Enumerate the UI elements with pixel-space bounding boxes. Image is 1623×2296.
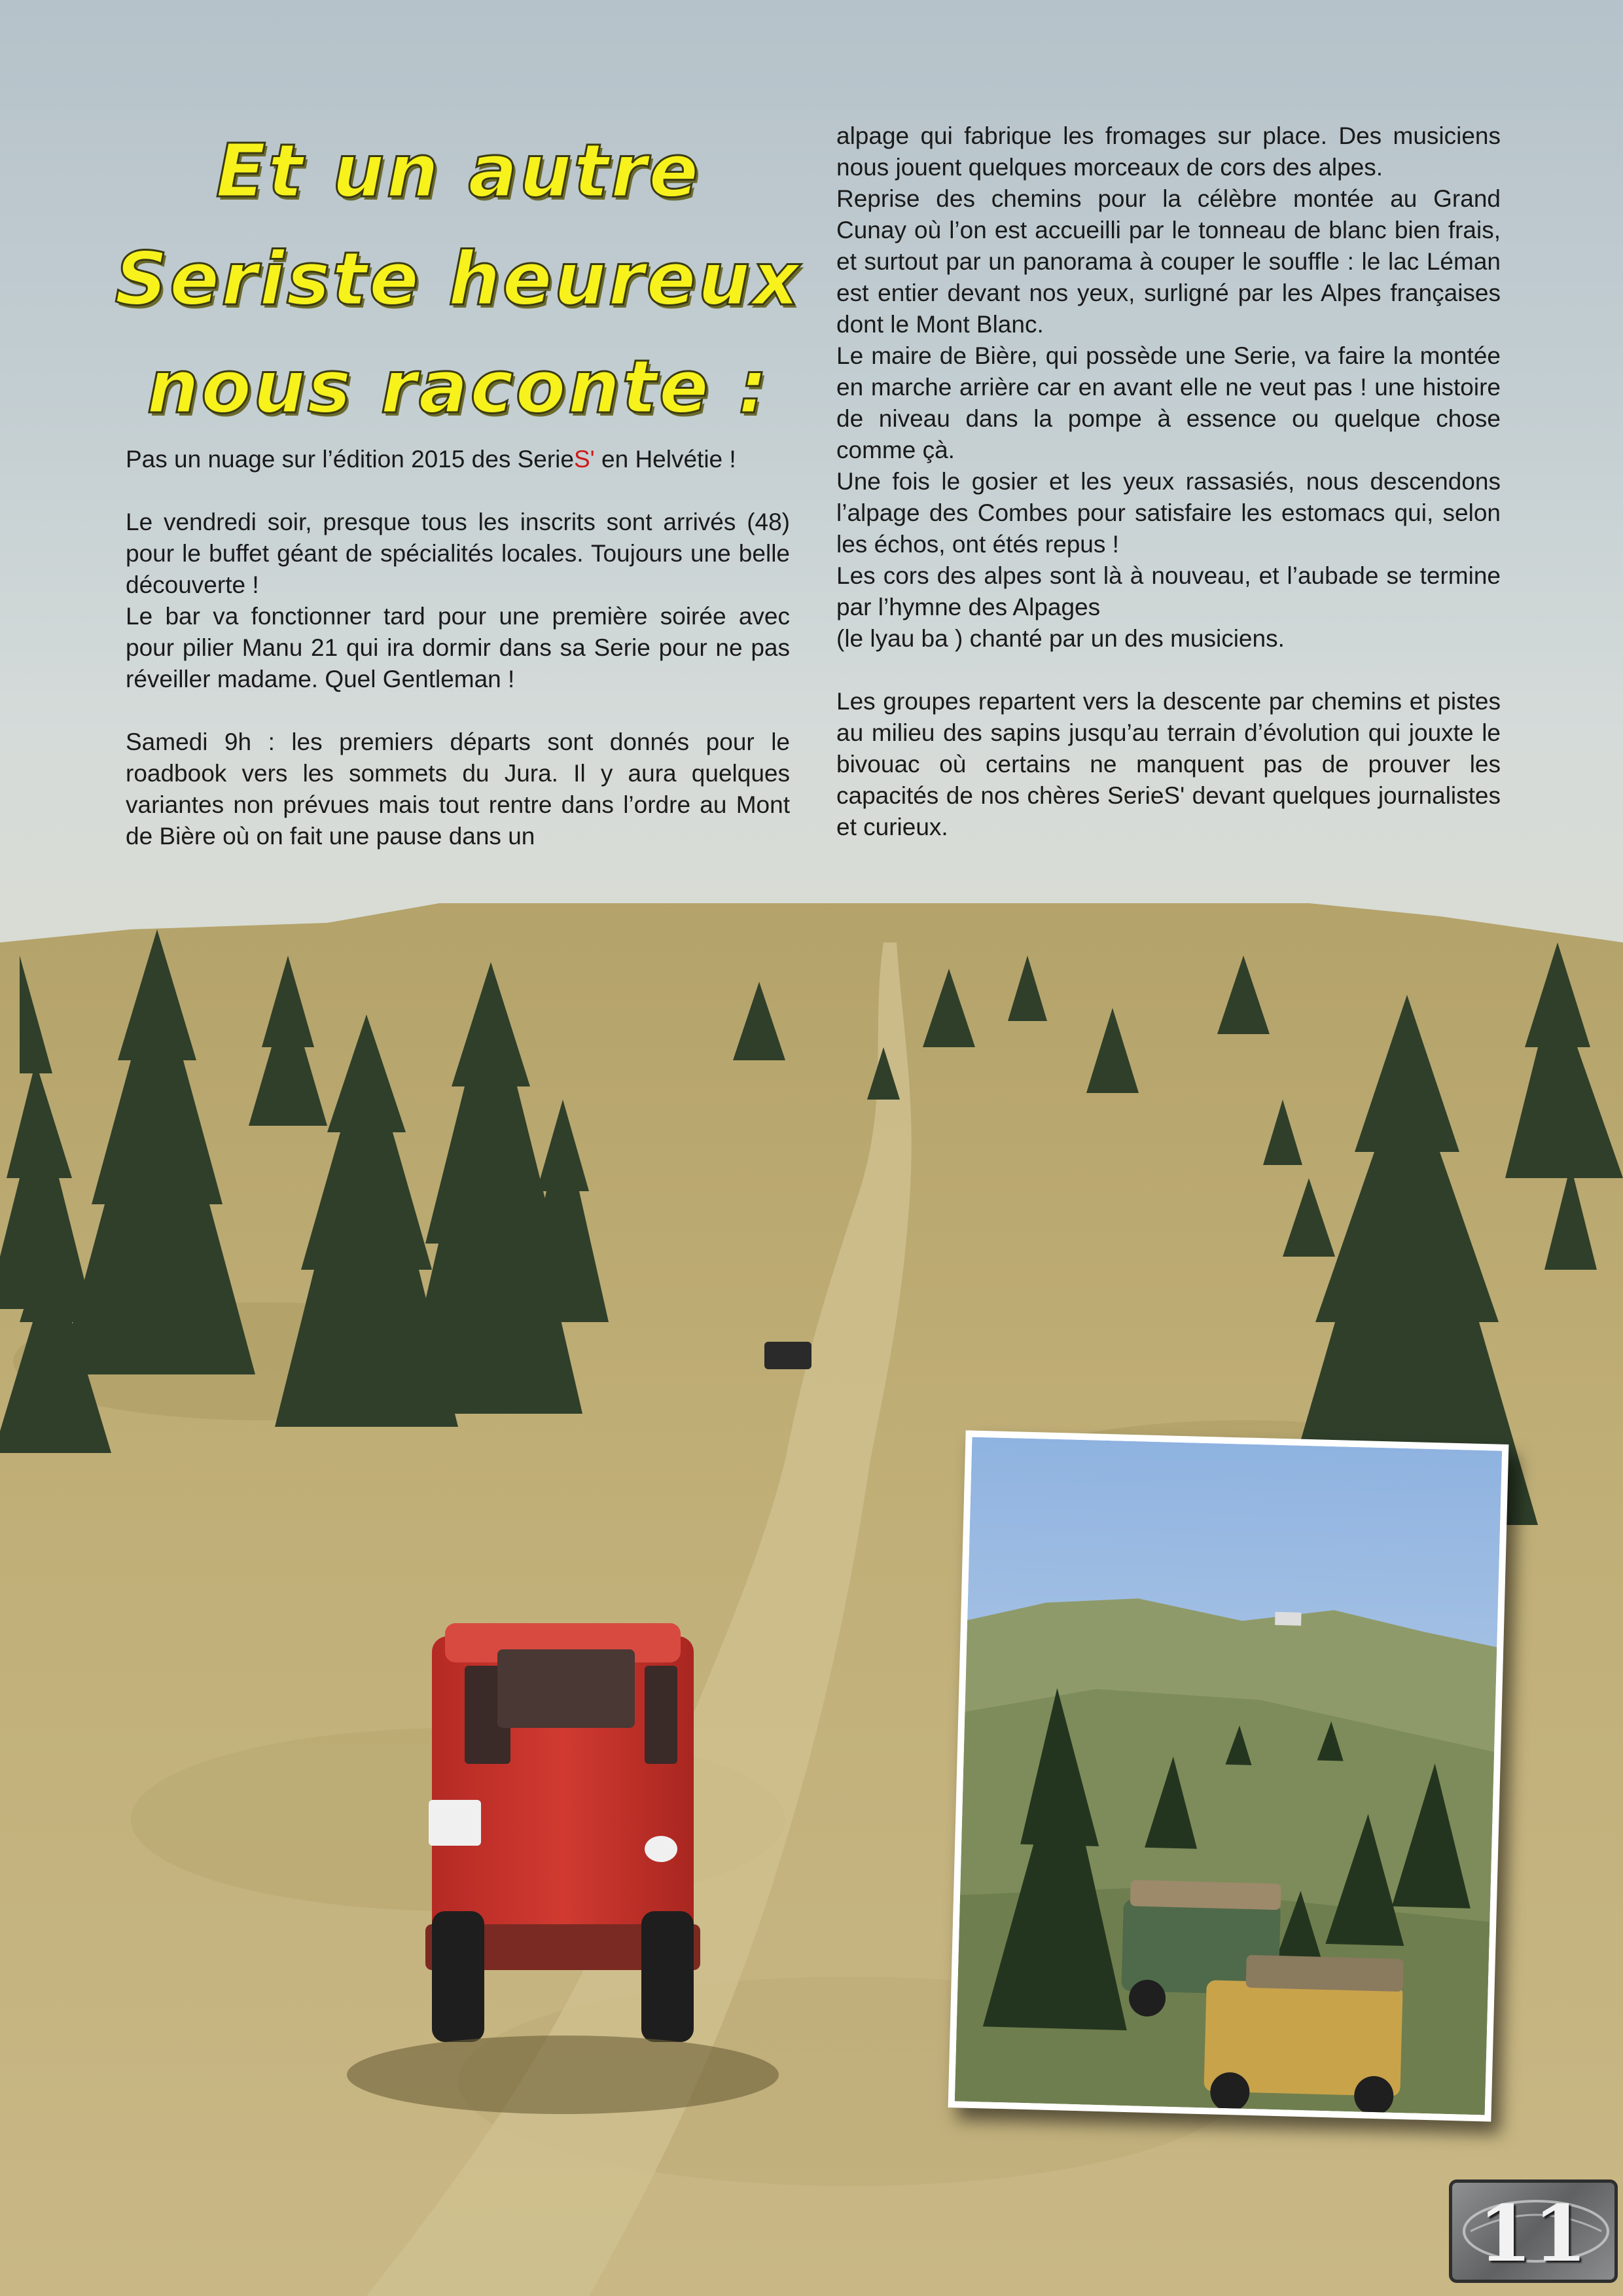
left-paragraph-2: Le vendredi soir, presque tous les inscrits sont arrivés (48) pour le buffet géant de spécialités locales. Toujours une belle découverte ! — [126, 509, 790, 598]
title-line-1: Et un autre — [215, 129, 701, 214]
right-text-column — [836, 120, 1501, 843]
left-text-column — [126, 444, 790, 852]
left-paragraph-4: Samedi 9h : les premiers départs sont donnés pour le roadbook vers les sommets du Jura. Il y aura quelques variantes non prévues mais tout rentre dans l’ordre au Mont de Bière où on fait une pause dans un — [126, 728, 790, 850]
article-title — [111, 118, 805, 442]
right-paragraph-7: Les groupes repartent vers la descente par chemins et pistes au milieu des sapins jusqu’au terrain d’évolution qui jouxte le bivouac où certains ne manquent pas de prouver les capacités de nos chères SerieS' devant quelques journalistes et curieux. — [836, 688, 1501, 840]
left-paragraph-1 — [126, 444, 790, 475]
right-paragraph-6: (le lyau ba ) chanté par un des musiciens. — [836, 625, 1285, 652]
page-number-badge — [1449, 2179, 1618, 2283]
right-paragraph-2: Reprise des chemins pour la célèbre montée au Grand Cunay où l’on est accueilli par le tonneau de blanc bien frais, et surtout par un panorama à couper le souffle : le lac Léman est entier devant nos yeux, surligné par les Alpes françaises dont le Mont Blanc. — [836, 185, 1501, 338]
left-paragraph-3: Le bar va fonctionner tard pour une première soirée avec pour pilier Manu 21 qui ira dormir dans sa Serie pour ne pas réveiller madame. Quel Gentleman ! — [126, 603, 790, 692]
inset-photo-land-rovers — [948, 1430, 1509, 2121]
title-line-2: Seriste heureux — [115, 237, 802, 322]
right-paragraph-5: Les cors des alpes sont là à nouveau, et l’aubade se termine par l’hymne des Alpages — [836, 562, 1501, 620]
right-paragraph-4: Une fois le gosier et les yeux rassasiés, nous descendons l’alpage des Combes pour satisfaire les estomacs qui, selon les échos, ont étés repus ! — [836, 468, 1501, 558]
left-paragraph-1-end: en Helvétie ! — [594, 446, 736, 473]
title-line-3: nous raconte : — [147, 345, 770, 430]
left-paragraph-1-text: Pas un nuage sur l’édition 2015 des Serie — [126, 446, 574, 473]
page-number: 11 — [1478, 2188, 1589, 2279]
right-paragraph-3: Le maire de Bière, qui possède une Serie, va faire la montée en marche arrière car en avant elle ne veut pas ! une histoire de niveau dans la pompe à essence ou quelque chose comme çà. — [836, 342, 1501, 463]
series-highlight: S' — [573, 446, 595, 473]
inset-photo-image — [955, 1437, 1502, 2115]
right-paragraph-1: alpage qui fabrique les fromages sur place. Des musiciens nous jouent quelques morceaux de cors des alpes. — [836, 122, 1501, 181]
